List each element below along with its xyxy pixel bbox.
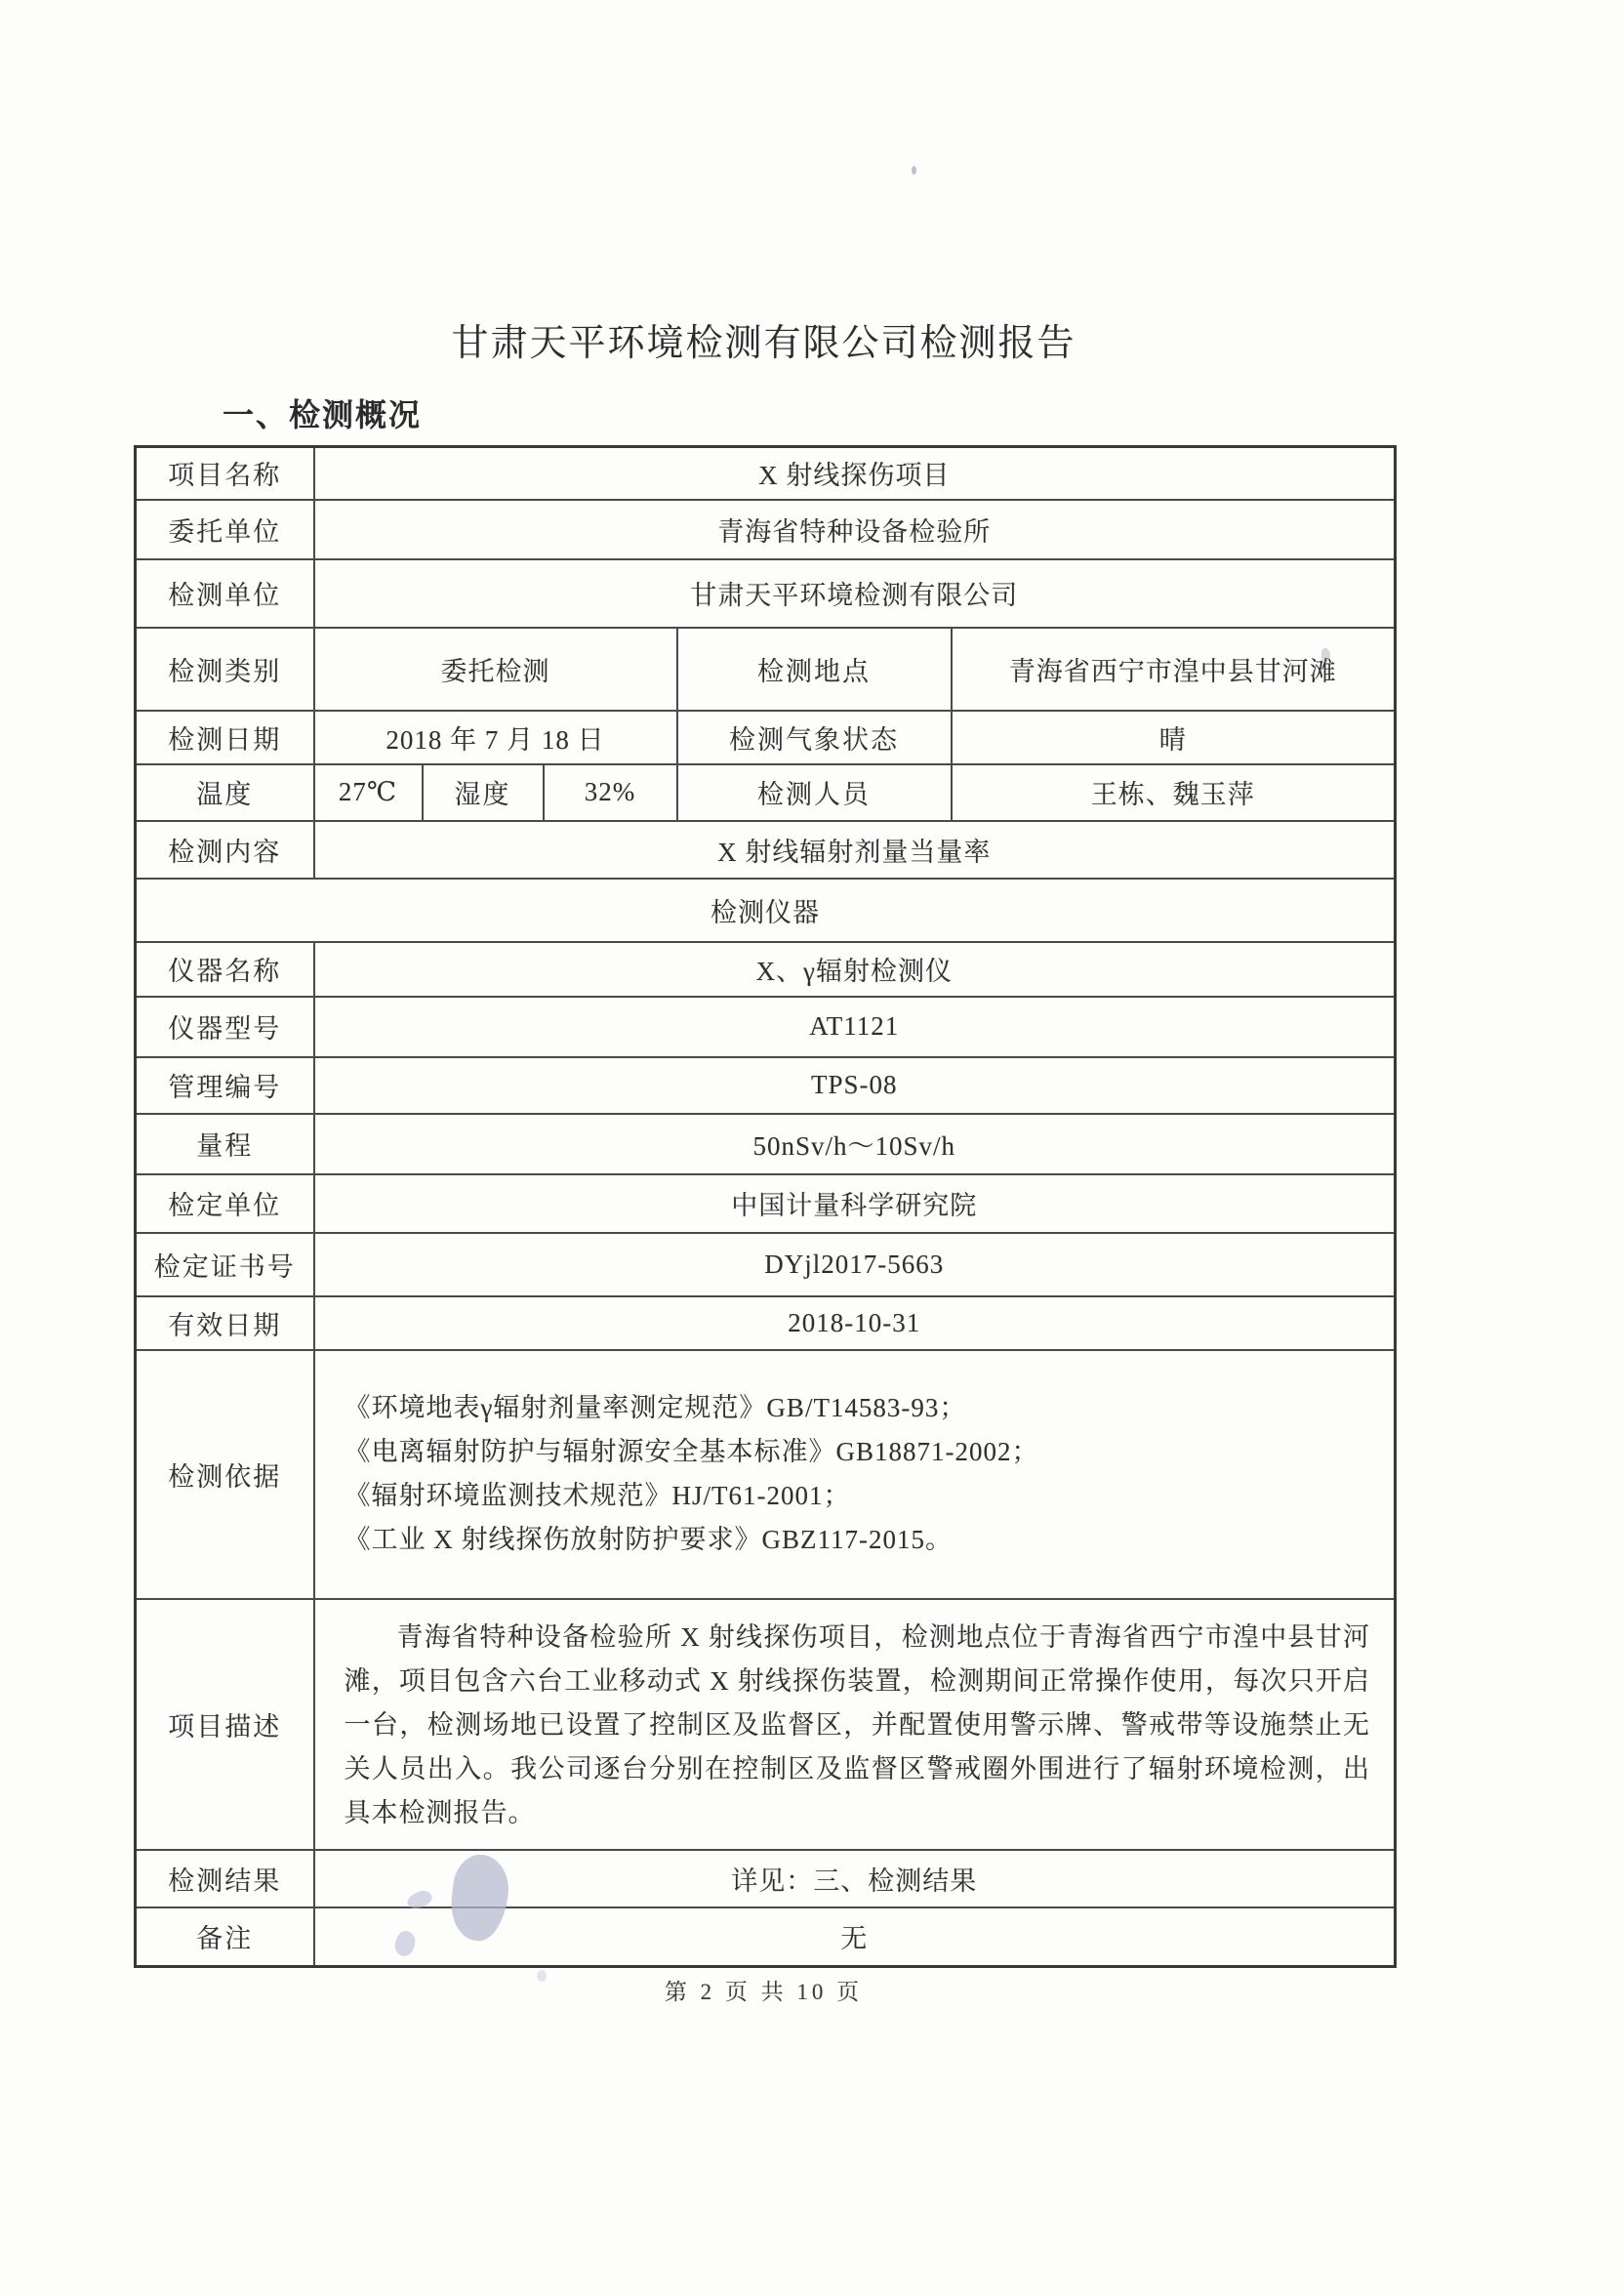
- table-row: [136, 1907, 1396, 1967]
- table-row: [136, 1850, 1396, 1907]
- certificate-number-label: 检定证书号: [136, 1233, 314, 1296]
- overview-table: [134, 445, 1397, 1968]
- humidity-label: 湿度: [423, 764, 544, 821]
- management-number-value: TPS-08: [314, 1057, 1396, 1114]
- test-result-value: 详见：三、检测结果: [314, 1850, 1396, 1907]
- test-result-label: 检测结果: [136, 1850, 314, 1907]
- table-row: [136, 879, 1396, 942]
- table-row: [136, 821, 1396, 879]
- test-location-value: 青海省西宁市湟中县甘河滩: [952, 628, 1396, 711]
- temperature-value: 27℃: [314, 764, 423, 821]
- test-category-value: 委托检测: [314, 628, 677, 711]
- test-date-label: 检测日期: [136, 711, 314, 764]
- test-basis-line: 《环境地表γ辐射剂量率测定规范》GB/T14583-93；: [344, 1393, 967, 1422]
- client-unit-label: 委托单位: [136, 500, 314, 559]
- table-row: [136, 1174, 1396, 1233]
- valid-date-value: 2018-10-31: [314, 1296, 1396, 1350]
- testing-unit-label: 检测单位: [136, 559, 314, 628]
- table-row: [136, 997, 1396, 1057]
- test-location-label: 检测地点: [677, 628, 952, 711]
- page-title: 甘肃天平环境检测有限公司检测报告: [451, 323, 1076, 364]
- project-name-value: X 射线探伤项目: [314, 447, 1396, 500]
- certificate-number-value: DYjl2017-5663: [314, 1233, 1396, 1296]
- test-content-value: X 射线辐射剂量当量率: [314, 821, 1396, 879]
- instrument-model-value: AT1121: [314, 997, 1396, 1057]
- personnel-value: 王栋、魏玉萍: [952, 764, 1396, 821]
- table-row: [136, 1233, 1396, 1296]
- test-category-label: 检测类别: [136, 628, 314, 711]
- test-basis-label: 检测依据: [136, 1350, 314, 1599]
- humidity-value: 32%: [544, 764, 677, 821]
- weather-label: 检测气象状态: [677, 711, 952, 764]
- scan-speck: [912, 166, 916, 175]
- table-row: [136, 1114, 1396, 1174]
- weather-value: 晴: [952, 711, 1396, 764]
- calibration-unit-label: 检定单位: [136, 1174, 314, 1233]
- valid-date-label: 有效日期: [136, 1296, 314, 1350]
- table-row: [136, 1599, 1396, 1850]
- instrument-name-value: X、γ辐射检测仪: [314, 942, 1396, 997]
- test-content-label: 检测内容: [136, 821, 314, 879]
- table-row: [136, 1296, 1396, 1350]
- test-basis-value: [314, 1350, 1396, 1599]
- test-basis-line: 《辐射环境监测技术规范》HJ/T61-2001；: [344, 1481, 851, 1510]
- project-description-label: 项目描述: [136, 1599, 314, 1850]
- management-number-label: 管理编号: [136, 1057, 314, 1114]
- table-row: [136, 1350, 1396, 1599]
- test-basis-line: 《电离辐射防护与辐射源安全基本标准》GB18871-2002；: [344, 1437, 1039, 1466]
- testing-unit-value: 甘肃天平环境检测有限公司: [314, 559, 1396, 628]
- table-row: [136, 942, 1396, 997]
- table-row: [136, 764, 1396, 821]
- table-row: [136, 447, 1396, 500]
- remarks-label: 备注: [136, 1907, 314, 1967]
- instrument-model-label: 仪器型号: [136, 997, 314, 1057]
- test-basis-line: 《工业 X 射线探伤放射防护要求》GBZ117-2015。: [344, 1525, 953, 1554]
- project-name-label: 项目名称: [136, 447, 314, 500]
- instrument-name-label: 仪器名称: [136, 942, 314, 997]
- project-description-text: 青海省特种设备检验所 X 射线探伤项目，检测地点位于青海省西宁市湟中县甘河滩，项目包含六台工业移动式 X 射线探伤装置，检测期间正常操作使用，每次只开启一台，检测场地已设置了控制区及监督区，并配置使用警示牌、警戒带等设施禁止无关人员出入。我公司逐台分别在控制区及监督区警戒圈外围进行了辐射环境检测，出具本检测报告。: [344, 1621, 1371, 1827]
- remarks-value: 无: [314, 1907, 1396, 1967]
- table-row: [136, 628, 1396, 711]
- table-row: [136, 711, 1396, 764]
- table-row: [136, 1057, 1396, 1114]
- table-row: [136, 500, 1396, 559]
- page-number: 第 2 页 共 10 页: [664, 1980, 864, 2004]
- section-heading: 一、检测概况: [223, 397, 423, 432]
- calibration-unit-value: 中国计量科学研究院: [314, 1174, 1396, 1233]
- client-unit-value: 青海省特种设备检验所: [314, 500, 1396, 559]
- measuring-range-label: 量程: [136, 1114, 314, 1174]
- project-description-value: [314, 1599, 1396, 1850]
- temperature-label: 温度: [136, 764, 314, 821]
- table-row: [136, 559, 1396, 628]
- instrument-section-header: 检测仪器: [136, 879, 1396, 942]
- measuring-range-value: 50nSv/h～10Sv/h: [314, 1114, 1396, 1174]
- test-date-value: 2018 年 7 月 18 日: [314, 711, 677, 764]
- personnel-label: 检测人员: [677, 764, 952, 821]
